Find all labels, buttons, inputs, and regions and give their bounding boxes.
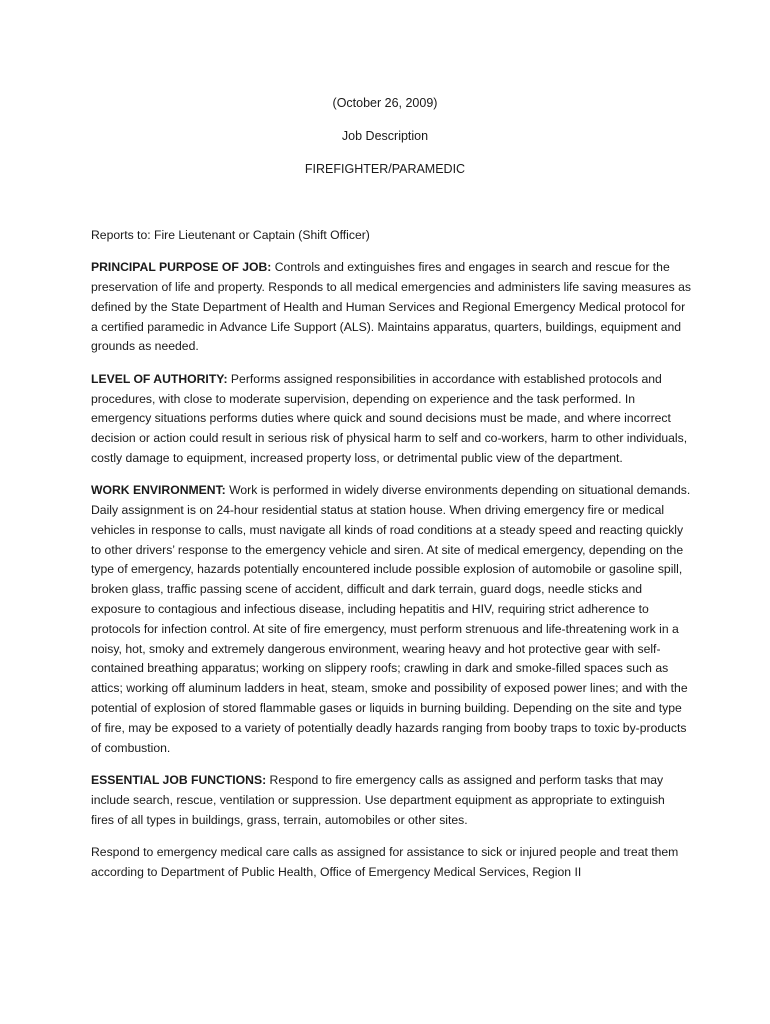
job-title: FIREFIGHTER/PARAMEDIC <box>304 162 466 176</box>
document-date: (October 26, 2009) <box>332 96 438 110</box>
section-principal-purpose <box>91 258 691 357</box>
reports-to: Reports to: Fire Lieutenant or Captain (Shift Officer) <box>91 228 370 242</box>
section-label: ESSENTIAL JOB FUNCTIONS: <box>91 772 267 787</box>
section-label: PRINCIPAL PURPOSE OF JOB: <box>91 260 272 275</box>
section-medical-calls: Respond to emergency medical care calls as assigned for assistance to sick or injured people and treat them according to Department of Public Health, Office of Emergency Medical Services, Region II <box>91 844 679 879</box>
section-label: LEVEL OF AUTHORITY: <box>91 371 228 386</box>
section-text: Controls and extinguishes fires and engages in search and rescue for the preservation of life and property. Responds to all medical emergencies and administers life saving measures as defined by the State Department of Health and Human Services and Regional Emergency Medical protocol for a certified paramedic in Advance Life Support (ALS). Maintains apparatus, quarters, buildings, equipment and grounds as needed. <box>91 260 691 354</box>
document-type: Job Description <box>341 129 429 143</box>
section-text: Respond to fire emergency calls as assigned and perform tasks that may include search, rescue, ventilation or suppression. Use department equipment as appropriate to extinguish fires of all types in buildings, grass, terrain, automobiles or other sites. <box>91 772 665 827</box>
section-text: Work is performed in widely diverse environments depending on situational demands. Daily assignment is on 24-hour residential status at station house. When driving emergency fire or medical vehicles in response to calls, must navigate all kinds of road conditions at a steady speed and reacting quickly to other drivers’ response to the emergency vehicle and siren. At site of medical emergency, depending on the type of emergency, hazards potentially encountered include possible explosion of automobile or gasoline spill, broken glass, traffic passing scene of accident, difficult and dark terrain, guard dogs, needle sticks and exposure to contagious and infectious disease, including hepatitis and HIV, requiring strict adherence to protocols for infection control. At site of fire emergency, must perform strenuous and life-threatening work in a noisy, hot, smoky and extremely dangerous environment, wearing heavy and hot protective gear with self-contained breathing apparatus; working on slippery roofs; crawling in dark and smoke-filled spaces such as attics; working off aluminum ladders in heat, steam, smoke and possibility of exposed power lines; and with the potential of explosion of stored flammable gases or liquids in burning building. Depending on the site and type of fire, may be exposed to a variety of potentially deadly hazards ranging from booby traps to toxic by-products of combustion. <box>91 483 691 755</box>
section-work-environment <box>91 481 691 758</box>
section-essential-functions <box>91 771 691 830</box>
section-text: Performs assigned responsibilities in accordance with established protocols and procedures, with close to moderate supervision, depending on experience and the task performed. In emergency situations performs duties where quick and sound decisions must be made, and where incorrect decision or action could result in serious risk of physical harm to self and co-workers, harm to other individuals, costly damage to equipment, increased property loss, or detrimental public view of the department. <box>91 371 688 465</box>
section-level-of-authority <box>91 370 691 469</box>
document-body <box>91 226 691 895</box>
section-label: WORK ENVIRONMENT: <box>91 483 226 498</box>
